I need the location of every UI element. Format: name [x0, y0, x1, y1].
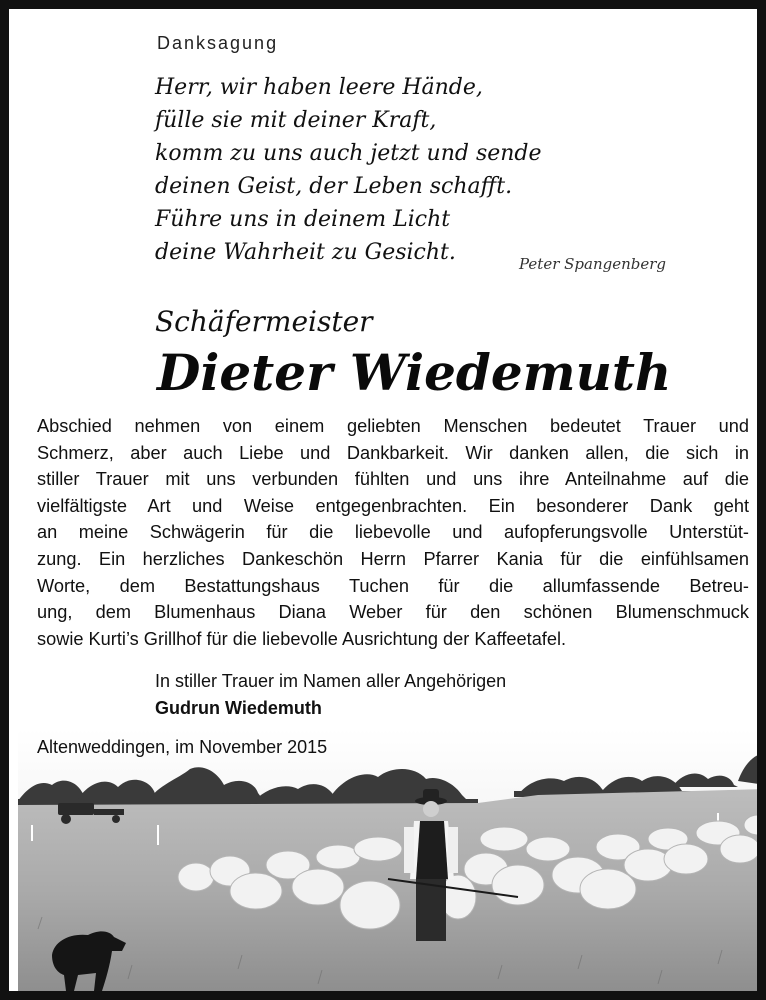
place-date: Altenweddingen, im November 2015: [37, 737, 328, 757]
deceased-name: Dieter Wiedemuth: [157, 343, 672, 402]
body-line: zung. Ein herzliches Dankeschön Herrn Pfarrer Kania für die einfühlsamen: [37, 548, 749, 569]
body-line: ung, dem Blumenhaus Diana Weber für den schönen Blumenschmuck: [37, 602, 749, 623]
closing-line: In stiller Trauer im Namen aller Angehörigen: [155, 671, 507, 691]
body-line: vielfältigste Art und Weise entgegenbrachten. Ein besonderer Dank geht: [37, 495, 749, 516]
body-line: stiller Trauer mit uns verbunden fühlten und uns ihre Anteilnahme auf die: [37, 469, 749, 490]
poem-line: Herr, wir haben leere Hände,: [155, 75, 483, 100]
deceased-title: Schäfermeister: [155, 305, 373, 338]
poem-author: Peter Spangenberg: [519, 255, 667, 273]
shepherd-photo: [18, 729, 766, 1000]
body-line: sowie Kurti’s Grillhof für die liebevolle Ausrichtung der Kaffeetafel.: [37, 628, 567, 649]
poem: [155, 71, 715, 269]
body-line: an meine Schwägerin für die liebevolle und aufopferungsvolle Unterstüt-: [37, 522, 749, 543]
thank-you-text: [37, 413, 749, 652]
heading: Danksagung: [157, 33, 279, 53]
body-line: Schmerz, aber auch Liebe und Dankbarkeit. Wir danken allen, die sich in: [37, 442, 749, 463]
poem-line: komm zu uns auch jetzt und sende: [155, 141, 542, 166]
poem-line: deinen Geist, der Leben schafft.: [155, 174, 513, 199]
poem-line: deine Wahrheit zu Gesicht.: [155, 240, 456, 265]
signer-name: Gudrun Wiedemuth: [155, 698, 322, 718]
closing: [155, 668, 506, 722]
poem-line: Führe uns in deinem Licht: [155, 207, 451, 232]
body-line: Abschied nehmen von einem geliebten Menschen bedeutet Trauer und: [37, 416, 749, 436]
poem-line: fülle sie mit deiner Kraft,: [155, 108, 437, 133]
body-line: Worte, dem Bestattungshaus Tuchen für die allumfassende Betreu-: [37, 575, 749, 596]
